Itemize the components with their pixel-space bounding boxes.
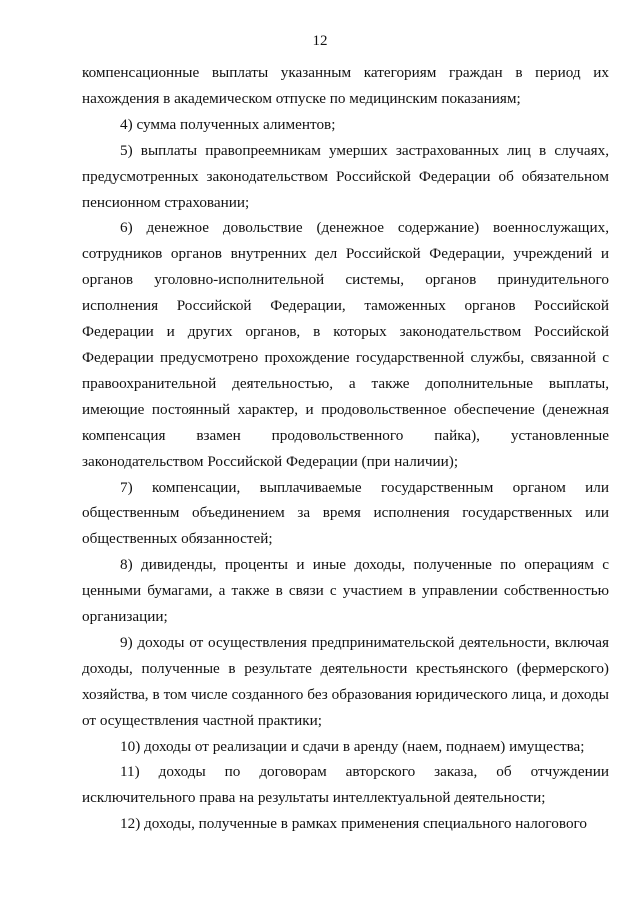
list-item-10: 10) доходы от реализации и сдачи в аренду (наем, поднаем) имущества;: [120, 737, 585, 755]
list-item-12: 12) доходы, полученные в рамках применения специального налогового: [120, 815, 587, 833]
paragraph-continuation: компенсационные выплаты указанным категориям граждан в период их нахождения в академическом отпуске по медицинским показаниям;: [82, 64, 609, 107]
list-item-9: 9) доходы от осуществления предпринимательской деятельности, включая доходы, полученные в результате деятельности крестьянского (фермерского) хозяйства, в том числе созданного без образования юридического лица, и доходы от осуществления частной практики;: [82, 633, 609, 729]
list-item-8: 8) дивиденды, проценты и иные доходы, полученные по операциям с ценными бумагами, а также в связи с участием в управлении собственностью организации;: [82, 556, 609, 626]
list-item-7: 7) компенсации, выплачиваемые государственным органом или общественным объединением за время исполнения государственных или общественных обязанностей;: [82, 478, 609, 548]
list-item-4: 4) сумма полученных алиментов;: [120, 115, 336, 133]
list-item-11: 11) доходы по договорам авторского заказа, об отчуждении исключительного права на результаты интеллектуальной деятельности;: [82, 763, 609, 807]
list-item-6: 6) денежное довольствие (денежное содержание) военнослужащих, сотрудников органов внутренних дел Российской Федерации, учреждений и органов уголовно-исполнительной системы, органов принудительного исполнения Российской Федерации, таможенных органов Российской Федерации и других органов, в которых законодательством Российской Федерации предусмотрено прохождение государственной службы, связанной с правоохранительной деятельностью, а также дополнительные выплаты, имеющие постоянный характер, и продовольственное обеспечение (денежная компенсация взамен продовольственного пайка), установленные законодательством Российской Федерации (при наличии);: [82, 219, 609, 470]
list-item-5: 5) выплаты правопреемникам умерших застрахованных лиц в случаях, предусмотренных законодательством Российской Федерации об обязательном пенсионном страховании;: [82, 141, 609, 211]
document-body: [82, 60, 609, 837]
page-number: 12: [312, 33, 328, 49]
